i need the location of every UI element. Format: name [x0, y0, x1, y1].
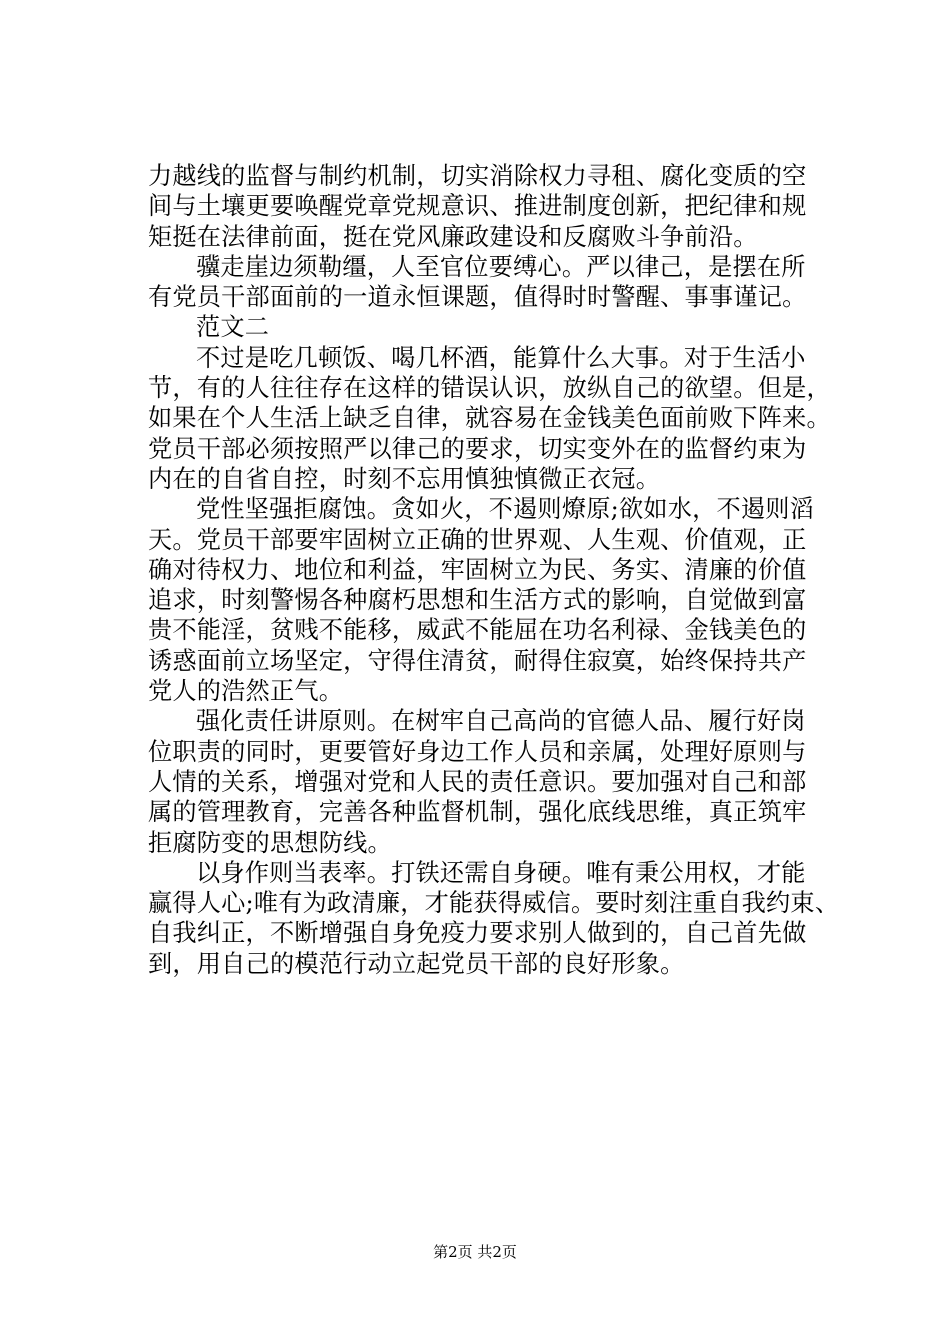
text-line: 党人的浩然正气。: [148, 677, 344, 706]
text-line: 内在的自省自控，时刻不忘用慎独慎微正衣冠。: [148, 464, 661, 493]
paragraph-start-line: 强化责任讲原则。在树牢自己高尚的官德人品、履行好岗: [196, 707, 806, 736]
text-line: 拒腐防变的思想防线。: [148, 828, 392, 857]
paragraph-start-line: 骥走崖边须勒缰，人至官位要缚心。严以律己，是摆在所: [196, 252, 806, 281]
page-number-footer: 第2页 共2页: [433, 1243, 517, 1261]
text-line: 自我纠正，不断增强自身免疫力要求别人做到的，自己首先做: [148, 919, 807, 948]
text-line: 人情的关系，增强对党和人民的责任意识。要加强对自己和部: [148, 767, 807, 796]
text-line: 有党员干部面前的一道永恒课题，值得时时警醒、事事谨记。: [148, 283, 807, 312]
text-line: 节，有的人往往存在这样的错误认识，放纵自己的欲望。但是，: [148, 374, 831, 403]
text-line: 诱惑面前立场坚定，守得住清贫，耐得住寂寞，始终保持共产: [148, 646, 807, 675]
paragraph-start-line: 以身作则当表率。打铁还需自身硬。唯有秉公用权，才能: [196, 858, 806, 887]
text-line: 贵不能淫，贫贱不能移，威武不能屈在功名利禄、金钱美色的: [148, 616, 807, 645]
text-line: 赢得人心;唯有为政清廉，才能获得威信。要时刻注重自我约束、: [148, 889, 840, 918]
text-line: 天。党员干部要牢固树立正确的世界观、人生观、价值观，正: [148, 525, 807, 554]
text-line: 力越线的监督与制约机制，切实消除权力寻租、腐化变质的空: [148, 162, 807, 190]
text-line: 如果在个人生活上缺乏自律，就容易在金钱美色面前败下阵来。: [148, 404, 831, 433]
paragraph-start-line: 不过是吃几顿饭、喝几杯酒，能算什么大事。对于生活小: [196, 343, 806, 372]
text-line: 属的管理教育，完善各种监督机制，强化底线思维，真正筑牢: [148, 798, 807, 827]
text-line: 矩挺在法律前面，挺在党风廉政建设和反腐败斗争前沿。: [148, 222, 758, 251]
text-line: 间与土壤更要唤醒党章党规意识、推进制度创新，把纪律和规: [148, 192, 807, 221]
paragraph-start-line: 党性坚强拒腐蚀。贪如火，不遏则燎原;欲如水，不遏则滔: [196, 495, 815, 524]
text-line: 追求，时刻警惕各种腐朽思想和生活方式的影响，自觉做到富: [148, 586, 807, 615]
section-heading: 范文二: [196, 313, 270, 342]
text-line: 确对待权力、地位和利益，牢固树立为民、务实、清廉的价值: [148, 555, 807, 584]
document-body: [148, 161, 848, 979]
text-line: 到，用自己的模范行动立起党员干部的良好形象。: [148, 949, 685, 978]
text-line: 位职责的同时，更要管好身边工作人员和亲属，处理好原则与: [148, 737, 807, 766]
text-line: 党员干部必须按照严以律己的要求，切实变外在的监督约束为: [148, 434, 807, 463]
